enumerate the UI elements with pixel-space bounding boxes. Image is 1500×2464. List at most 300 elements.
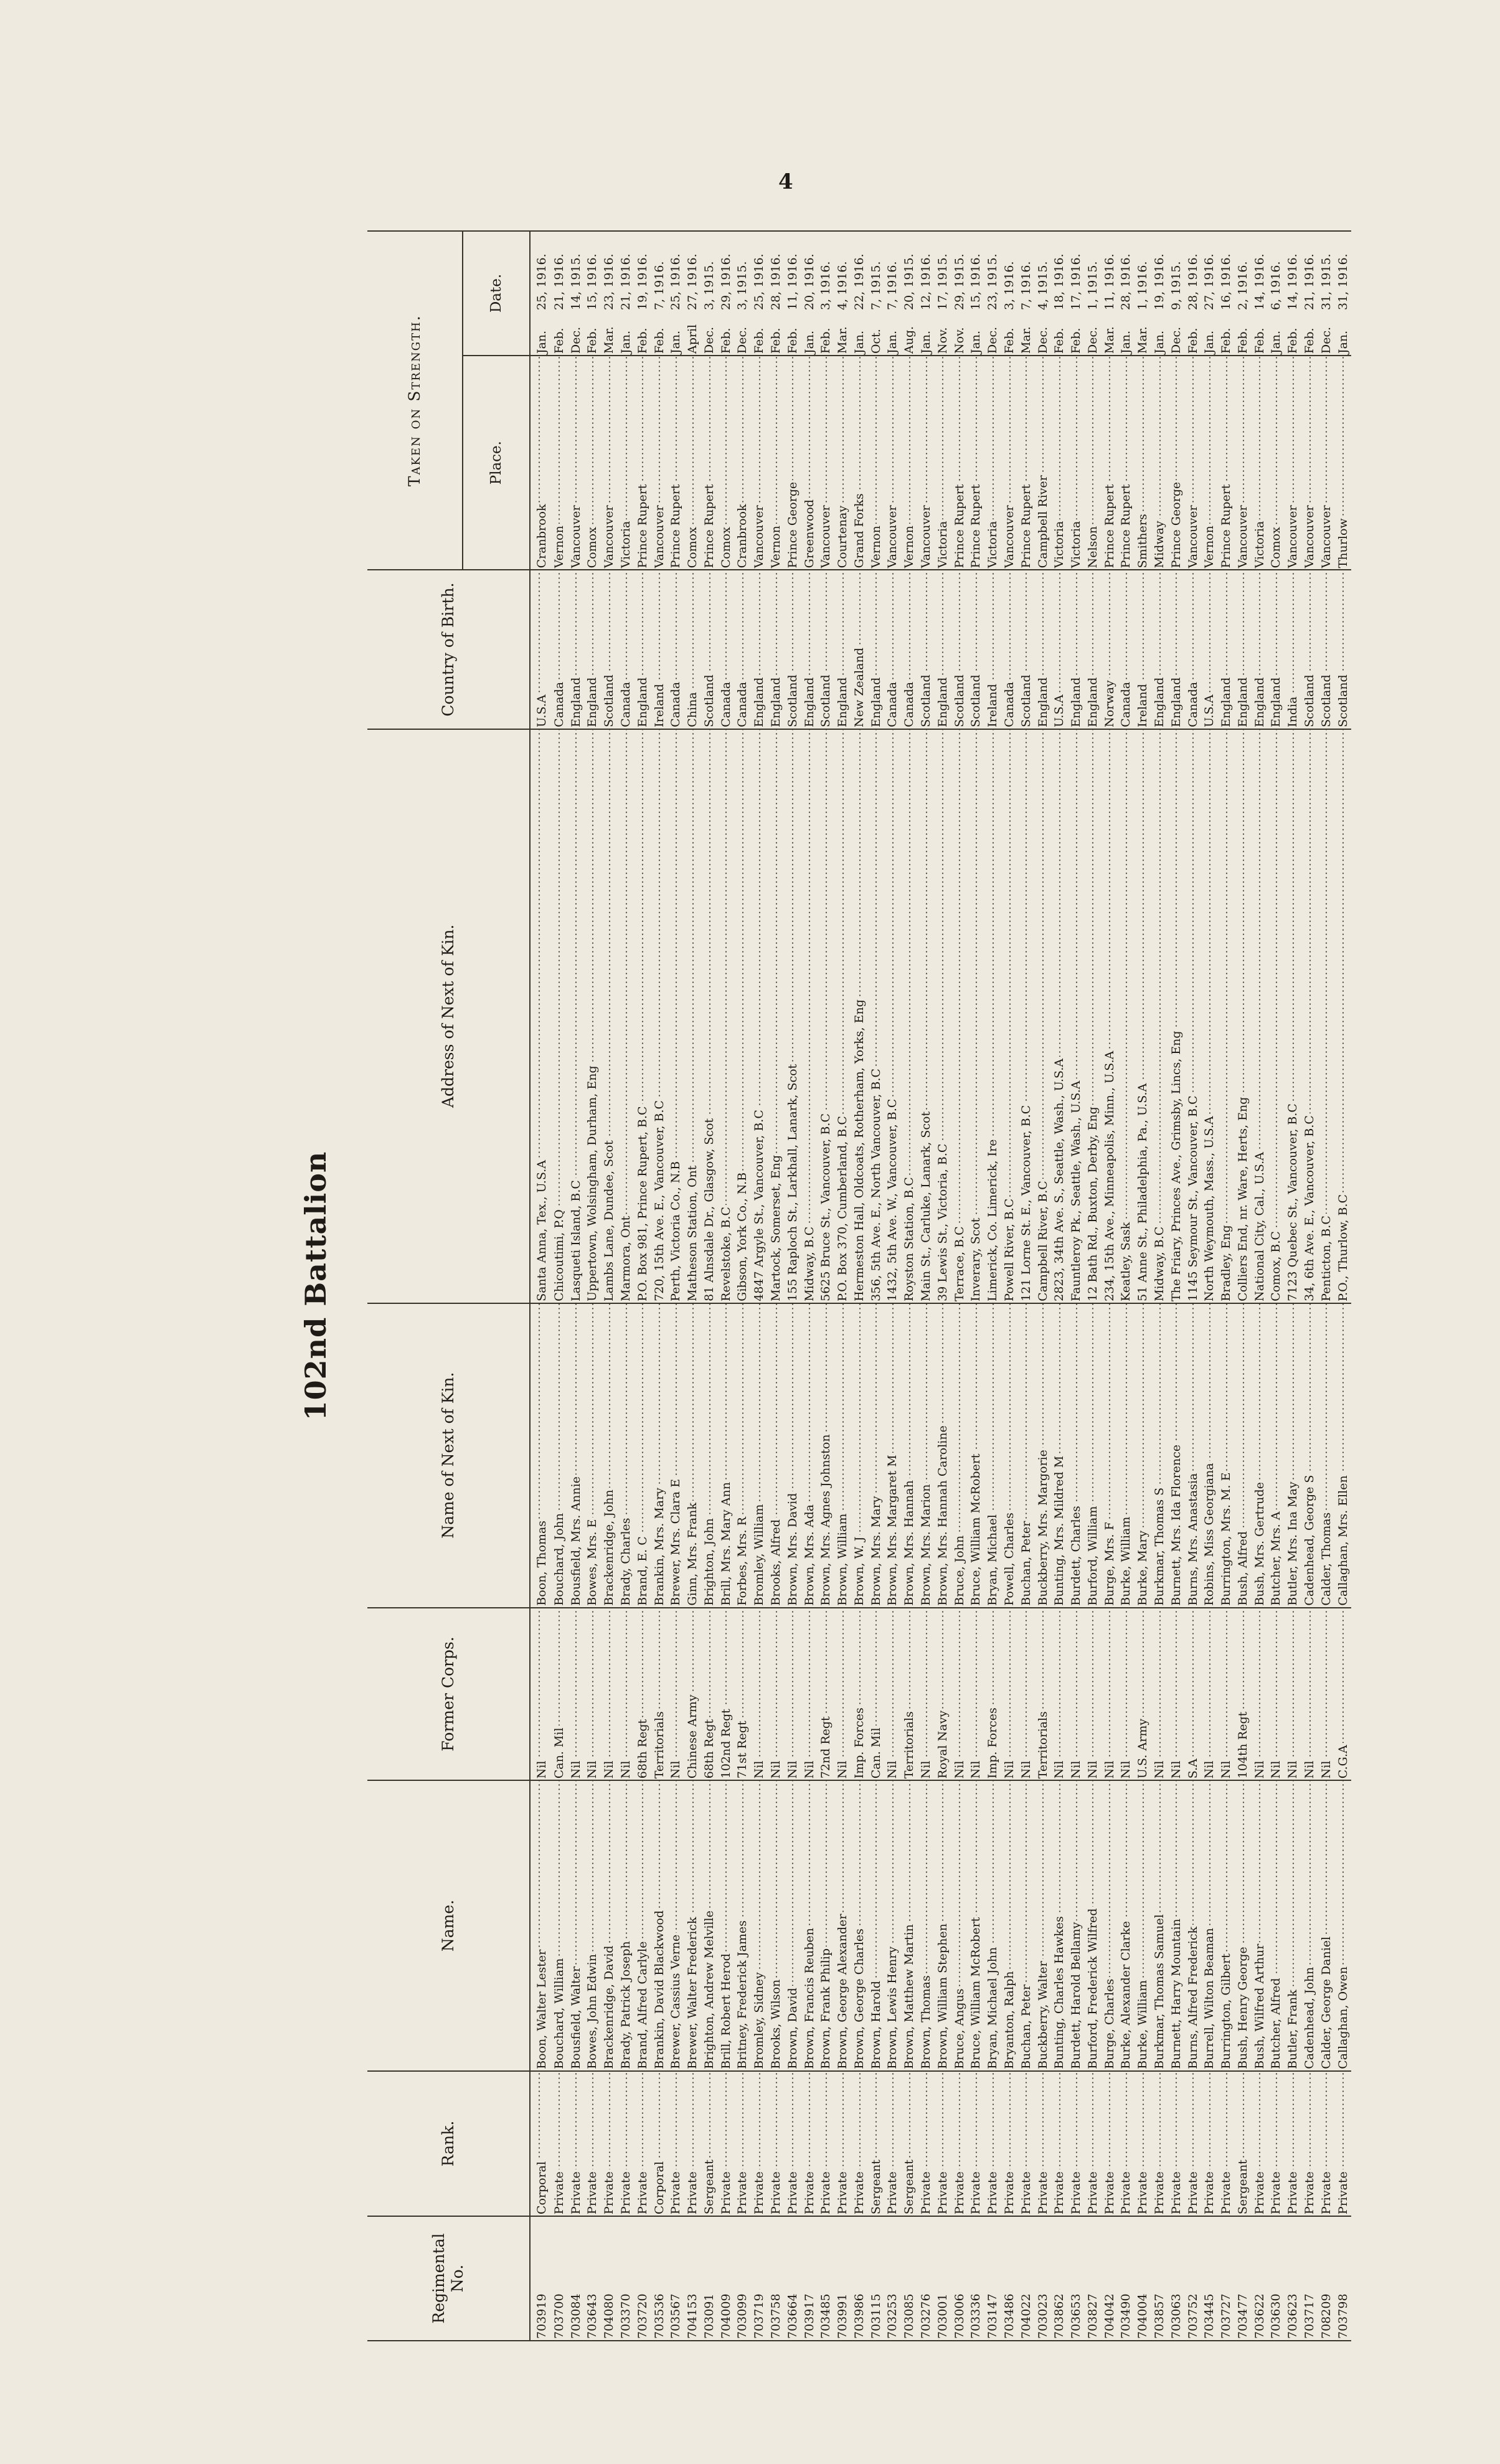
cell-regimental-no [1334,2216,1351,2341]
rank-text: Private [1002,2169,1016,2214]
soldier-name-text: Brewer, Cassius Verne [669,1933,682,2069]
former-corps-text: Nil [1069,1758,1083,1778]
soldier-name-text: Brown, Matthew Martin [902,1922,916,2069]
table-row [584,231,601,2341]
date-taken-text: Oct. [869,329,883,354]
cell-address [934,729,951,1303]
date-taken-text: Jan. [802,330,816,354]
next-of-kin-text: Burke, William [1119,1515,1133,1606]
cell-address [968,729,984,1303]
place-taken-text: Victoria [1052,519,1066,569]
cell-rank [1184,2071,1201,2216]
cell-rank [1084,2071,1101,2216]
former-corps-text: Nil [1002,1758,1016,1778]
cell-date-taken [550,231,567,356]
date-taken-text: Dec. [1035,326,1050,354]
rotated-page-content [274,230,1357,2341]
address-text: National City, Cal., U.S.A [1253,1150,1267,1301]
address-text: Midway, B.C [1153,1225,1166,1301]
rank-text: Private [752,2169,766,2214]
soldier-name-text: Butcher, Alfred [1269,1976,1283,2069]
next-of-kin-text: Brooks, Alfred [769,1518,783,1606]
date-day-year: 21, 1916. [618,253,633,311]
rank-text: Private [836,2169,849,2214]
table-row [1235,231,1252,2341]
country-of-birth-text: England [1036,676,1050,727]
table-row [1318,231,1334,2341]
country-of-birth-text: England [769,676,783,727]
address-text: Main St., Carluke, Lanark, Scot [919,1110,933,1301]
cell-soldier-name [550,1780,567,2071]
cell-place-taken [768,356,785,570]
cell-former-corps [567,1608,584,1781]
country-of-birth-text: Canada [735,680,749,727]
header-rank: Rank. [367,2071,530,2216]
address-text: 2823, 34th Ave. S., Seattle, Wash., U.S.A [1052,1057,1066,1301]
cell-date-taken [634,231,651,356]
cell-soldier-name [1301,1780,1318,2071]
cell-date-taken [1118,231,1134,356]
cell-date-taken [1318,231,1334,356]
cell-address [550,729,567,1303]
cell-soldier-name [784,1780,801,2071]
cell-next-of-kin [701,1303,718,1608]
table-row [901,231,918,2341]
cell-former-corps [734,1608,751,1781]
cell-date-taken [1285,231,1301,356]
place-taken-text: Vernon [552,524,566,568]
cell-country-of-birth [784,570,801,729]
cell-former-corps [550,1608,567,1781]
cell-next-of-kin [1285,1303,1301,1608]
cell-next-of-kin [601,1303,618,1608]
cell-soldier-name [701,1780,718,2071]
country-of-birth-text: England [803,676,816,727]
former-corps-text: Nil [1153,1758,1166,1778]
cell-regimental-no [1285,2216,1301,2341]
cell-place-taken [851,356,868,570]
rank-text: Private [1153,2169,1166,2214]
cell-country-of-birth [1318,570,1334,729]
regimental-no-text: 703147 [986,2293,1000,2339]
soldier-name-text: Bruce, William McRobert [969,1915,983,2069]
date-day-year: 17, 1915. [935,253,950,311]
table-row [1268,231,1285,2341]
cell-rank [984,2071,1001,2216]
cell-address [801,729,818,1303]
cell-former-corps [1334,1608,1351,1781]
cell-next-of-kin [1101,1303,1118,1608]
cell-place-taken [1167,356,1184,570]
cell-rank [1285,2071,1301,2216]
cell-regimental-no [1151,2216,1168,2341]
cell-next-of-kin [1001,1303,1018,1608]
rank-text: Sergeant [702,2158,716,2214]
cell-country-of-birth [934,570,951,729]
address-text: Penticton, B.C [1319,1214,1333,1301]
cell-rank [1034,2071,1051,2216]
date-day-year: 28, 1916. [769,253,783,311]
date-taken-text: Mar. [1019,326,1033,354]
cell-regimental-no [651,2216,667,2341]
cell-soldier-name [968,1780,984,2071]
cell-soldier-name [601,1780,618,2071]
table-row [550,231,567,2341]
address-text: 720, 15th Ave. E., Vancouver, B.C [653,1098,666,1301]
place-taken-text: Prince Rupert [1119,483,1133,569]
cell-address [1051,729,1068,1303]
cell-address [1301,729,1318,1303]
cell-address [818,729,834,1303]
regimental-no-text: 703758 [769,2293,783,2339]
next-of-kin-text: Bouchard, John [552,1511,566,1606]
date-taken-text: Dec. [568,326,583,354]
cell-address [1001,729,1018,1303]
cell-rank [530,2071,550,2216]
rank-text: Private [986,2169,999,2214]
next-of-kin-text: Burkmar, Thomas S [1153,1486,1166,1606]
table-row [567,231,584,2341]
cell-address [1334,729,1351,1303]
cell-next-of-kin [784,1303,801,1608]
cell-rank [1251,2071,1268,2216]
next-of-kin-text: Bush, Mrs. Gertrude [1253,1480,1267,1606]
cell-rank [951,2071,968,2216]
regimental-no-text: 703798 [1336,2293,1350,2339]
cell-regimental-no [1101,2216,1118,2341]
rank-text: Private [1052,2169,1066,2214]
regimental-no-text: 703477 [1235,2293,1250,2339]
regimental-no-text: 703084 [568,2293,583,2339]
cell-rank [634,2071,651,2216]
former-corps-text: Nil [769,1758,783,1778]
cell-date-taken [1251,231,1268,356]
cell-regimental-no [550,2216,567,2341]
cell-rank [801,2071,818,2216]
next-of-kin-text: Brown, William [836,1512,849,1606]
cell-regimental-no [1218,2216,1235,2341]
header-country-of-birth: Country of Birth. [367,570,530,729]
country-of-birth-text: Norway [1103,678,1116,727]
table-row [818,231,834,2341]
former-corps-text: U.S. Army [1136,1717,1149,1778]
soldier-name-text: Bush, Wilfred Arthur [1253,1942,1267,2069]
date-day-year: 7, 1916. [885,261,900,311]
header-name: Name. [367,1780,530,2071]
cell-date-taken [1268,231,1285,356]
cell-rank [1118,2071,1134,2216]
regimental-no-text: 703630 [1269,2293,1283,2339]
place-taken-text: Nelson [1086,524,1100,568]
date-taken-text: Feb. [635,328,649,354]
cell-address [634,729,651,1303]
cell-former-corps [934,1608,951,1781]
place-taken-text: Greenwood [803,498,816,568]
cell-date-taken [1034,231,1051,356]
cell-former-corps [951,1608,968,1781]
cell-former-corps [1167,1608,1184,1781]
date-day-year: 28, 1916. [1186,253,1200,311]
soldier-name-text: Brighton, Andrew Melville [702,1909,716,2069]
cell-country-of-birth [834,570,851,729]
cell-soldier-name [1134,1780,1151,2071]
cell-soldier-name [618,1780,634,2071]
cell-date-taken [618,231,634,356]
cell-regimental-no [751,2216,768,2341]
rank-text: Sergeant [1236,2158,1250,2214]
former-corps-text: Nil [953,1758,966,1778]
former-corps-text: Nil [885,1758,899,1778]
address-text: 121 Lorne St. E., Vancouver, B.C [1019,1103,1033,1301]
rank-text: Private [719,2169,733,2214]
cell-place-taken [1218,356,1235,570]
cell-soldier-name [834,1780,851,2071]
next-of-kin-text: Brankin, Mrs. Mary [653,1486,666,1605]
country-of-birth-text: England [585,676,599,727]
cell-next-of-kin [1301,1303,1318,1608]
next-of-kin-text: Brackenridge, John [602,1488,616,1605]
rank-text: Private [1069,2169,1083,2214]
soldier-name-text: Brown, George Alexander [836,1912,849,2069]
cell-address [717,729,734,1303]
cell-next-of-kin [734,1303,751,1608]
address-text: 39 Lewis St., Victoria, B.C [936,1142,950,1301]
cell-regimental-no [1301,2216,1318,2341]
soldier-name-text: Brown, Thomas [919,1973,933,2069]
cell-place-taken [818,356,834,570]
regimental-no-text: 703567 [669,2293,683,2339]
former-corps-text: C.G.A [1336,1743,1350,1778]
regimental-no-text: 703336 [969,2293,983,2339]
table-row [918,231,935,2341]
date-day-year: 29, 1916. [719,253,733,311]
former-corps-text: Nil [585,1758,599,1778]
cell-address [530,729,550,1303]
former-corps-text: 68th Regt [636,1717,649,1778]
cell-country-of-birth [1084,570,1101,729]
cell-place-taken [1068,356,1085,570]
cell-next-of-kin [951,1303,968,1608]
table-row [1301,231,1318,2341]
place-taken-text: Vancouver [819,503,833,568]
country-of-birth-text: England [1269,676,1283,727]
country-of-birth-text: England [869,676,883,727]
soldier-name-text: Bromley, Sidney [752,1970,766,2069]
cell-country-of-birth [1201,570,1218,729]
country-of-birth-text: Scotland [969,673,983,727]
cell-date-taken [768,231,785,356]
cell-rank [1235,2071,1252,2216]
cell-regimental-no [684,2216,701,2341]
date-taken-text: Feb. [719,328,733,354]
former-corps-text: Royal Navy [936,1709,950,1778]
date-day-year: 9, 1915. [1169,261,1183,311]
cell-place-taken [1034,356,1051,570]
regimental-no-text: 703986 [852,2293,866,2339]
place-taken-text: Vancouver [602,503,616,568]
cell-soldier-name [1001,1780,1018,2071]
cell-country-of-birth [1068,570,1085,729]
cell-place-taken [701,356,718,570]
date-day-year: 31, 1916. [1336,253,1350,311]
former-corps-text: 102nd Regt [719,1707,733,1778]
cell-date-taken [567,231,584,356]
regimental-no-text: 703091 [702,2293,716,2339]
cell-former-corps [717,1608,734,1781]
date-day-year: 2, 1916. [1235,261,1250,311]
date-taken-text: Feb. [769,328,783,354]
cell-country-of-birth [1268,570,1285,729]
place-taken-text: Vernon [902,524,916,568]
date-taken-text: Feb. [652,328,666,354]
table-row [1001,231,1018,2341]
cell-date-taken [1101,231,1118,356]
cell-rank [768,2071,785,2216]
former-corps-text: S.A [1186,1757,1200,1778]
address-text: 7123 Quebec St., Vancouver, B.C [1286,1102,1300,1301]
cell-former-corps [818,1608,834,1781]
date-taken-text: Dec. [986,326,1000,354]
cell-address [1151,729,1168,1303]
cell-place-taken [951,356,968,570]
cell-soldier-name [918,1780,935,2071]
cell-former-corps [801,1608,818,1781]
next-of-kin-text: Bryan, Michael [986,1513,999,1605]
rank-text: Private [969,2169,983,2214]
rank-text: Private [569,2169,583,2214]
rank-text: Private [1286,2169,1300,2214]
country-of-birth-text: England [1236,676,1250,727]
next-of-kin-text: Powell, Charles [1002,1511,1016,1605]
next-of-kin-text: Forbes, Mrs. R [735,1515,749,1606]
date-day-year: 4, 1916. [836,261,850,311]
date-taken-text: Nov. [952,327,966,354]
former-corps-text: Territorials [1036,1709,1050,1778]
table-row [1118,231,1134,2341]
cell-regimental-no [1034,2216,1051,2341]
cell-regimental-no [667,2216,684,2341]
cell-place-taken [618,356,634,570]
cell-soldier-name [934,1780,951,2071]
soldier-name-text: Bousfield, Walter [569,1965,583,2069]
cell-former-corps [1301,1608,1318,1781]
cell-soldier-name [851,1780,868,2071]
cell-regimental-no [634,2216,651,2341]
cell-soldier-name [667,1780,684,2071]
soldier-name-text: Bryanton, Ralph [1002,1970,1016,2069]
cell-next-of-kin [751,1303,768,1608]
date-day-year: 3, 1916. [1002,261,1016,311]
cell-next-of-kin [901,1303,918,1608]
cell-regimental-no [934,2216,951,2341]
place-taken-text: Vernon [769,524,783,568]
cell-country-of-birth [550,570,567,729]
cell-country-of-birth [918,570,935,729]
cell-country-of-birth [768,570,785,729]
cell-former-corps [1084,1608,1101,1781]
date-taken-text: Jan. [1119,330,1133,354]
cell-regimental-no [834,2216,851,2341]
cell-rank [884,2071,901,2216]
cell-rank [1017,2071,1034,2216]
country-of-birth-text: Canada [1002,680,1016,727]
cell-soldier-name [684,1780,701,2071]
country-of-birth-text: Canada [885,680,899,727]
date-day-year: 3, 1915. [702,261,716,311]
cell-soldier-name [984,1780,1001,2071]
place-taken-text: Victoria [1069,519,1083,569]
cell-soldier-name [651,1780,667,2071]
header-date: Date. [463,231,530,356]
cell-soldier-name [1318,1780,1334,2071]
cell-address [901,729,918,1303]
address-text: Bradley, Eng [1219,1223,1233,1301]
cell-soldier-name [734,1780,751,2071]
regimental-no-text: 703720 [635,2293,649,2339]
cell-place-taken [801,356,818,570]
cell-former-corps [1134,1608,1151,1781]
cell-next-of-kin [1151,1303,1168,1608]
cell-rank [851,2071,868,2216]
regimental-no-text: 704042 [1102,2293,1116,2339]
date-taken-text: Feb. [785,328,800,354]
cell-date-taken [884,231,901,356]
address-text: Revelstoke, B.C [719,1205,733,1301]
former-corps-text: Nil [836,1758,849,1778]
address-text: Lasqueti Island, B.C [569,1178,583,1301]
cell-next-of-kin [1167,1303,1184,1608]
cell-next-of-kin [1134,1303,1151,1608]
address-text: Lambs Lane, Dundee, Scot [602,1138,616,1301]
country-of-birth-text: England [752,676,766,727]
former-corps-text: Nil [1119,1758,1133,1778]
regimental-no-text: 703727 [1219,2293,1233,2339]
cell-rank [667,2071,684,2216]
cell-country-of-birth [1301,570,1318,729]
date-taken-text: Jan. [618,330,633,354]
rank-text: Sergeant [902,2158,916,2214]
page-number: 4 [778,169,793,194]
cell-soldier-name [1334,1780,1351,2071]
cell-regimental-no [968,2216,984,2341]
cell-next-of-kin [1068,1303,1085,1608]
soldier-name-text: Bouchard, William [552,1957,566,2069]
date-day-year: 1, 1915. [1085,261,1100,311]
cell-country-of-birth [951,570,968,729]
date-day-year: 7, 1916. [1019,261,1033,311]
date-day-year: 14, 1916. [1286,253,1300,311]
cell-date-taken [1017,231,1034,356]
address-text: 1432, 5th Ave. W., Vancouver, B.C [885,1097,899,1301]
cell-address [701,729,718,1303]
country-of-birth-text: England [1253,676,1267,727]
table-row [801,231,818,2341]
cell-former-corps [1318,1608,1334,1781]
place-taken-text: Comox [686,525,699,568]
next-of-kin-text: Brown, Mrs. Margaret M [885,1453,899,1605]
country-of-birth-text: England [1086,676,1100,727]
cell-date-taken [901,231,918,356]
table-row [951,231,968,2341]
cell-soldier-name [867,1780,884,2071]
next-of-kin-text: Brown, Mrs. Marion [919,1483,933,1606]
cell-date-taken [918,231,935,356]
address-text: P.O. Box 370, Cumberland, B.C [836,1114,849,1301]
cell-next-of-kin [717,1303,734,1608]
place-taken-text: Vancouver [1236,503,1250,568]
cell-address [1268,729,1285,1303]
cell-former-corps [634,1608,651,1781]
